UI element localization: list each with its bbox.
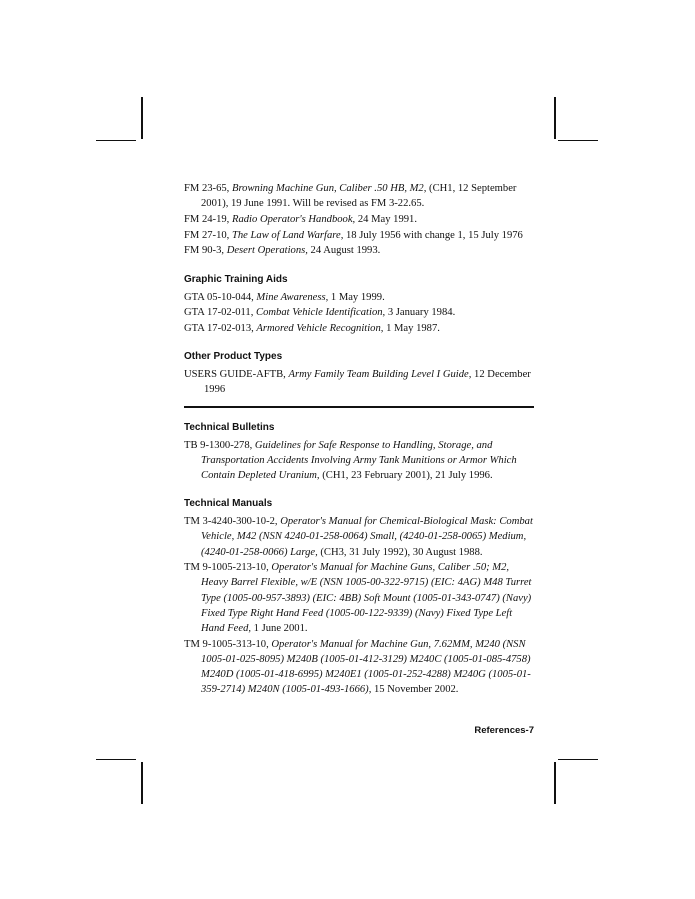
reference-entry: FM 24-19, Radio Operator's Handbook, 24 May 1991. (184, 213, 417, 225)
reference-entry: FM 27-10, The Law of Land Warfare, 18 July 1956 with change 1, 15 July 1976 (184, 229, 523, 241)
section-divider (184, 406, 534, 408)
reference-entry: GTA 05-10-044, Mine Awareness, 1 May 1999. (184, 291, 385, 303)
reference-entry: GTA 17-02-013, Armored Vehicle Recognition, 1 May 1987. (184, 322, 440, 334)
reference-entry: GTA 17-02-011, Combat Vehicle Identification, 3 January 1984. (184, 307, 456, 319)
crop-mark-bottom-left-horizontal (96, 759, 136, 760)
reference-entry: FM 90-3, Desert Operations, 24 August 1993. (184, 245, 381, 257)
technical-manuals-section (184, 497, 534, 697)
crop-mark-top-left-vertical (141, 97, 143, 139)
crop-mark-top-left-horizontal (96, 140, 136, 141)
crop-mark-bottom-right-horizontal (558, 759, 598, 760)
crop-mark-bottom-left-vertical (141, 762, 143, 804)
reference-entry: TB 9-1300-278, Guidelines for Safe Response to Handling, Storage, and Transportation Accidents Involving Army Tank Munitions or Armor Which Contain Depleted Uranium, (CH1, 23 February 2001), 21 July 1996. (184, 439, 517, 481)
section-heading: Technical Manuals (184, 498, 273, 510)
reference-entry: FM 23-65, Browning Machine Gun, Caliber .50 HB, M2, (CH1, 12 September 2001), 19 June 1991. Will be revised as FM 3-22.65. (184, 183, 517, 210)
section-heading: Technical Bulletins (184, 421, 275, 433)
reference-entry: TM 3-4240-300-10-2, Operator's Manual for Chemical-Biological Mask: Combat Vehicle, M42 (NSN 4240-01-258-0064) Small, (4240-01-258-0065) Medium, (4240-01-258-0066) Large, (CH3, 31 July 1992), 30 August 1988. (184, 516, 533, 558)
section-heading: Graphic Training Aids (184, 273, 288, 285)
reference-entry: TM 9-1005-313-10, Operator's Manual for Machine Gun, 7.62MM, M240 (NSN 1005-01-025-8095) M240B (1005-01-412-3129) M240C (1005-01-085-4758) M240D (1005-01-418-6995) M240E1 (1005-01-252-4288) M240G (1005-01-359-2714) M240N (1005-01-493-1666), 15 November 2002. (184, 638, 531, 696)
field-manuals-section (184, 181, 534, 259)
graphic-training-aids-section (184, 273, 534, 337)
page-number-label: References-7 (474, 725, 534, 736)
reference-entry: TM 9-1005-213-10, Operator's Manual for Machine Guns, Caliber .50; M2, Heavy Barrel Flexible, w/E (NSN 1005-00-322-9715) (EIC: 4AG) M48 Turret Type (1005-00-957-3893) (EIC: 4BB) Soft Mount (1005-01-343-0747) (Navy) Fixed Type Right Hand Feed (1005-00-122-9339) (Navy) Fixed Type Left Hand Feed, 1 June 2001. (184, 562, 532, 635)
technical-bulletins-section (184, 421, 534, 484)
crop-mark-top-right-horizontal (558, 140, 598, 141)
other-product-types-section (184, 350, 534, 397)
crop-mark-top-right-vertical (554, 97, 556, 139)
crop-mark-bottom-right-vertical (554, 762, 556, 804)
section-heading: Other Product Types (184, 351, 283, 363)
references-content (184, 181, 534, 712)
reference-entry: USERS GUIDE-AFTB, Army Family Team Building Level I Guide, 12 December 1996 (184, 369, 531, 396)
